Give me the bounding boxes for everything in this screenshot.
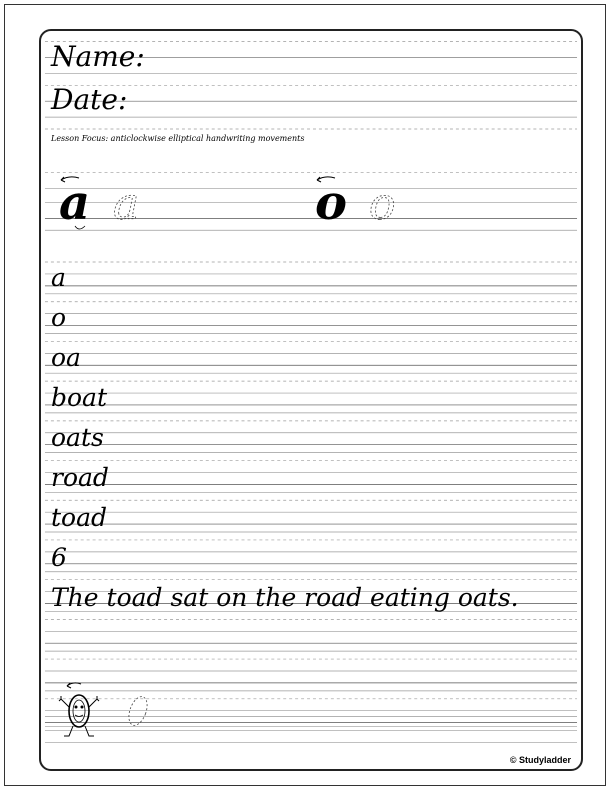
- lesson-focus: Lesson Focus: anticlockwise elliptical handwriting movements: [51, 134, 305, 143]
- practice-word: o: [51, 303, 67, 332]
- model-letter-o-text: o: [315, 175, 348, 231]
- trace-letter-o: o: [369, 179, 396, 230]
- trace-ellipse: [123, 691, 153, 731]
- model-letter-a: [51, 174, 151, 236]
- practice-word: boat: [51, 383, 108, 412]
- page-border: [4, 4, 606, 786]
- worksheet-frame: [39, 29, 583, 771]
- footer-credit: © Studyladder: [509, 755, 571, 765]
- practice-word: oats: [51, 423, 104, 452]
- trace-letter-a: a: [113, 179, 140, 230]
- practice-word: a: [51, 263, 66, 292]
- practice-word: toad: [51, 503, 108, 532]
- practice-sentence: The toad sat on the road eating oats.: [51, 583, 519, 612]
- date-label: Date:: [51, 83, 128, 116]
- practice-word: road: [51, 463, 109, 492]
- egg-character-icon: [55, 681, 105, 743]
- practice-word: oa: [51, 343, 81, 372]
- practice-word: 6: [51, 543, 67, 572]
- model-letter-o: [311, 174, 421, 236]
- model-letter-a-text: a: [59, 175, 91, 231]
- name-label: Name:: [51, 40, 145, 73]
